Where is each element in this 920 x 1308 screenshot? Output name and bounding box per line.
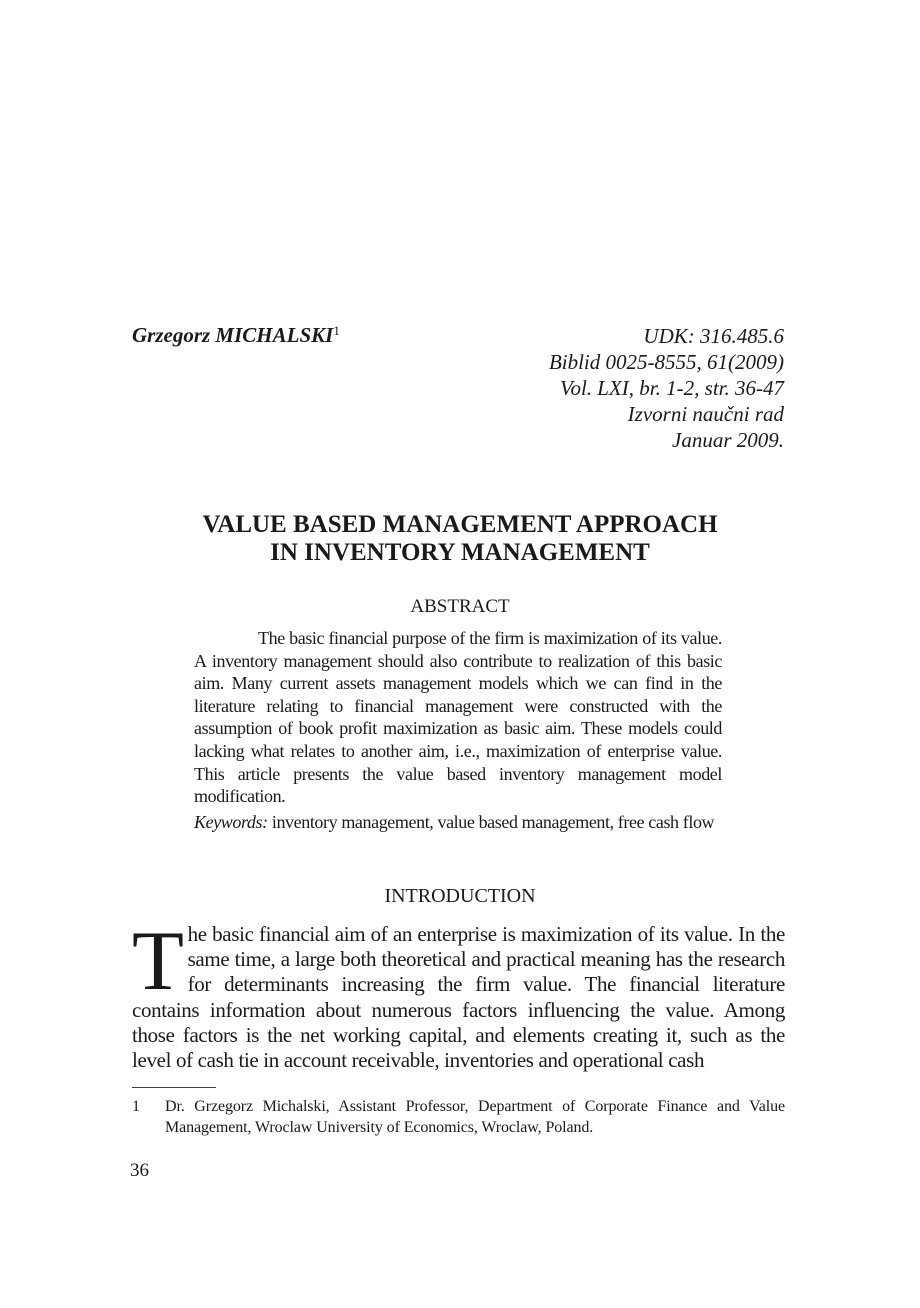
abstract-block <box>194 627 722 833</box>
introduction-heading: INTRODUCTION <box>384 885 536 907</box>
introduction-body <box>132 914 785 1073</box>
footnote-number: 1 <box>132 1098 140 1115</box>
footnote <box>132 1096 785 1138</box>
keywords-text: inventory management, value based management, free cash flow <box>271 811 715 832</box>
author-footnote-ref[interactable]: 1 <box>333 323 340 338</box>
article-type-line: Izvorni naučni rad <box>627 402 784 426</box>
udk-line: UDK: 316.485.6 <box>643 324 784 348</box>
footnote-divider <box>132 1087 216 1088</box>
volume-line: Vol. LXI, br. 1-2, str. 36-47 <box>559 376 784 400</box>
drop-cap: T <box>132 914 184 1008</box>
footnote-text: Dr. Grzegorz Michalski, Assistant Professor, Department of Corporate Finance and Value Management, Wroclaw University of Economics, Wroclaw, Poland. <box>165 1098 785 1136</box>
introduction-text: he basic financial aim of an enterprise is maximization of its value. In the same time, a large both theoretical and practical meaning has the research for determinants increasing the firm value. The financial literature contains information about numerous factors influencing the value. Among those factors is the net working capital, and elements creating it, such as the level of cash tie in account receivable, inventories and operational cash <box>132 922 785 1073</box>
author-name: Grzegorz MICHALSKI$^1$ <box>132 323 340 347</box>
biblid-line: Biblid 0025-8555, 61(2009) <box>548 350 784 374</box>
abstract-text: The basic financial purpose of the firm is maximization of its value. A inventory management should also contribute to realization of this basic aim. Many current assets management models which we can find in the literature relating to financial management were constructed with the assumption of book profit maximization as basic aim. These models could lacking what relates to another aim, i.e., maximization of enterprise value. This article presents the value based inventory management model modification. <box>194 628 722 807</box>
title-line-2: IN INVENTORY MANAGEMENT <box>270 539 650 566</box>
keywords-label: Keywords: <box>194 811 268 832</box>
keywords <box>194 811 722 834</box>
page-number: 36 <box>130 1160 149 1181</box>
date-line: Januar 2009. <box>672 428 784 452</box>
article-metadata <box>549 323 784 453</box>
title-line-1: VALUE BASED MANAGEMENT APPROACH <box>202 511 718 538</box>
abstract-heading: ABSTRACT <box>410 596 510 617</box>
article-title <box>130 511 790 567</box>
